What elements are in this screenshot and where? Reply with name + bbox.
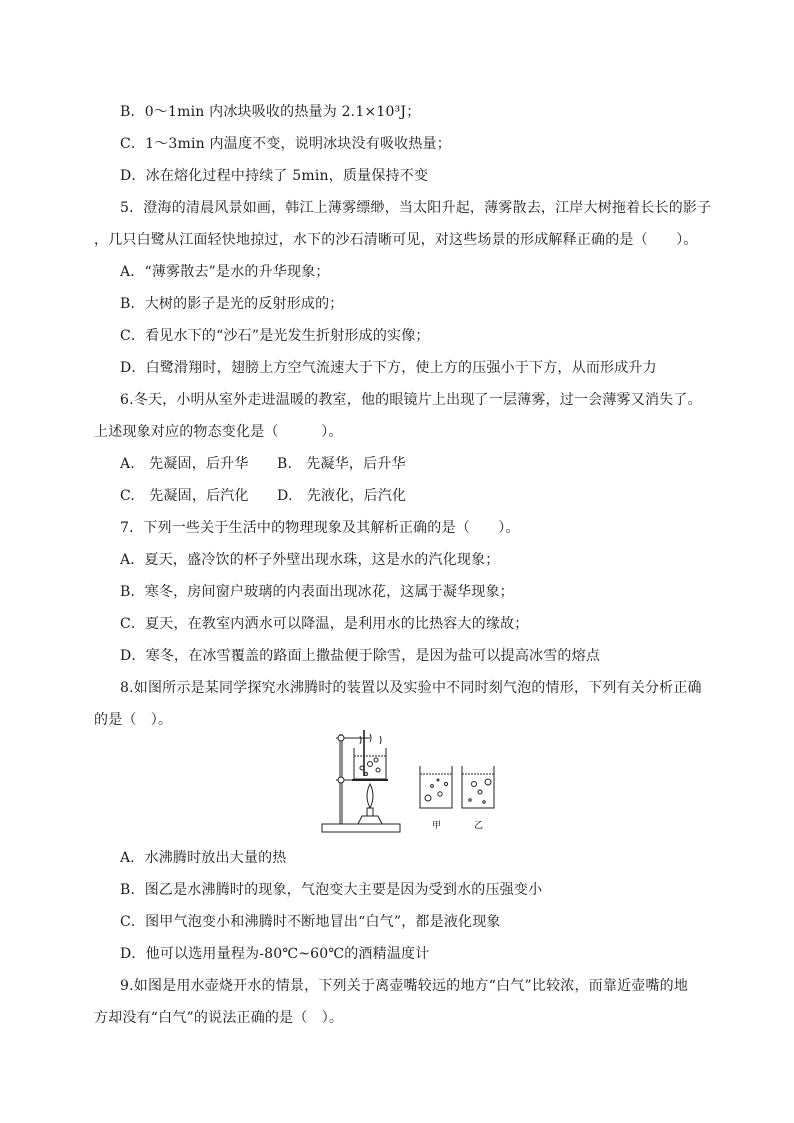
q7-option-b: B．寒冬，房间窗户玻璃的内表面出现冰花，这属于凝华现象； [120, 584, 514, 600]
q7-option-d: D．寒冬，在冰雪覆盖的路面上撒盐便于除雪，是因为盐可以提高冰雪的熔点 [120, 648, 601, 664]
q5-option-d: D．白鹭滑翔时，翅膀上方空气流速大于下方，使上方的压强小于下方，从而形成升力 [120, 360, 657, 376]
q9-stem: 9.如图是用水壶烧开水的情景，下列关于离壶嘴较远的地方“白气”比较浓，而靠近壶嘴的地 [120, 978, 689, 994]
q6-options-cd: C. 先凝固，后汽化 D. 先液化，后汽化 [120, 488, 407, 504]
q5-stem: 5．澄海的清晨风景如画，韩江上薄雾缥缈，当太阳升起，薄雾散去，江岸大树拖着长长的影子 [120, 200, 712, 216]
apparatus-drawing [322, 730, 400, 832]
q6-options-ab: A. 先凝固，后升华 B. 先凝华，后升华 [120, 456, 406, 472]
boiling-experiment-figure [318, 724, 508, 844]
q9-stem-cont: 方却没有“白气”的说法正确的是（ ）。 [94, 1010, 344, 1026]
q7-stem: 7．下列一些关于生活中的物理现象及其解析正确的是（ ）。 [120, 520, 520, 536]
q4-option-d: D．冰在熔化过程中持续了 5min，质量保持不变 [120, 168, 429, 184]
q7-option-c: C．夏天，在教室内洒水可以降温，是利用水的比热容大的缘故； [120, 616, 529, 632]
label-jia: 甲 [432, 821, 442, 831]
label-yi: 乙 [474, 821, 484, 831]
q8-option-b: B．图乙是水沸腾时的现象，气泡变大主要是因为受到水的压强变小 [120, 882, 543, 898]
q8-option-d: D．他可以选用量程为-80℃~60℃的酒精温度计 [120, 946, 430, 962]
q5-option-b: B．大树的影子是光的反射形成的； [120, 296, 344, 312]
q6-stem-cont: 上述现象对应的物态变化是（ ）。 [94, 424, 343, 440]
q5-option-c: C．看见水下的“沙石”是光发生折射形成的实像； [120, 328, 430, 344]
beaker-jia [420, 766, 452, 808]
q6-stem: 6.冬天，小明从室外走进温暖的教室，他的眼镜片上出现了一层薄雾，过一会薄雾又消失了。 [120, 392, 702, 408]
q4-option-c: C．1～3min 内温度不变，说明冰块没有吸收热量； [120, 136, 451, 152]
q5-option-a: A．“薄雾散去”是水的升华现象； [120, 264, 330, 280]
q8-stem: 8.如图所示是某同学探究水沸腾时的装置以及实验中不同时刻气泡的情形，下列有关分析正确 [120, 680, 702, 696]
beaker-yi [462, 766, 494, 808]
q8-option-c: C．图甲气泡变小和沸腾时不断地冒出“白气”，都是液化现象 [120, 914, 501, 930]
q4-option-b: B．0～1min 内冰块吸收的热量为 2.1×10³J； [120, 104, 421, 120]
q7-option-a: A．夏天，盛冷饮的杯子外壁出现水珠，这是水的汽化现象； [120, 552, 500, 568]
q8-stem-cont: 的是（ ）。 [94, 712, 173, 728]
q5-stem-cont: ，几只白鹭从江面轻快地掠过，水下的沙石清晰可见，对这些场景的形成解释正确的是（ ）。 [94, 232, 698, 248]
q8-option-a: A．水沸腾时放出大量的热 [120, 850, 287, 866]
